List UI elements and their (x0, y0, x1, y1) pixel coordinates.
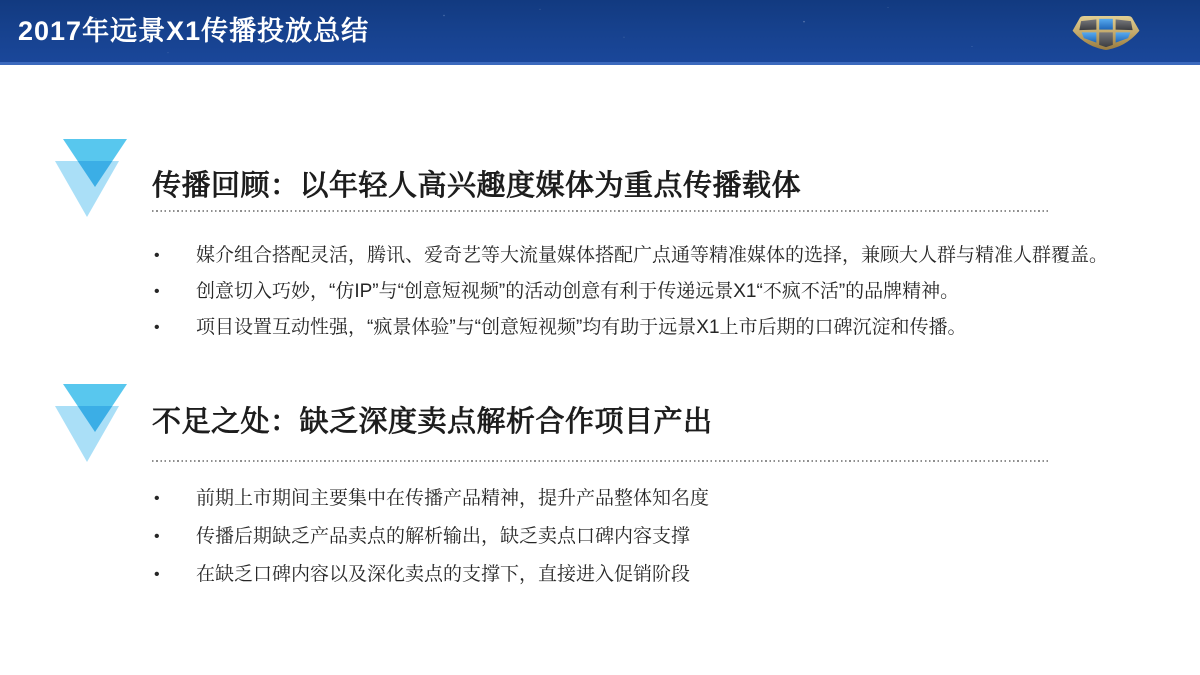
bullet-list (152, 244, 1152, 352)
bullet-text: 前期上市期间主要集中在传播产品精神，提升产品整体知名度 (196, 488, 710, 509)
double-triangle-icon (52, 381, 132, 465)
list-item (152, 563, 1152, 587)
list-item (152, 316, 1152, 340)
bullet-dot: • (154, 566, 160, 583)
list-item (152, 280, 1152, 304)
dotted-divider (152, 210, 1048, 212)
slide-title: 2017年远景X1传播投放总结 (18, 16, 370, 46)
bullet-list (152, 487, 1152, 601)
double-triangle-icon (52, 136, 132, 220)
section-heading: 传播回顾：以年轻人高兴趣度媒体为重点传播载体 (152, 170, 802, 202)
bullet-text: 在缺乏口碑内容以及深化卖点的支撑下，直接进入促销阶段 (196, 564, 691, 585)
list-item (152, 244, 1152, 268)
bullet-text: 项目设置互动性强，“疯景体验”与“创意短视频”均有助于远景X1上市后期的口碑沉淀和传播。 (196, 317, 967, 338)
bullet-text: 媒介组合搭配灵活，腾讯、爱奇艺等大流量媒体搭配广点通等精准媒体的选择，兼顾大人群与精准人群覆盖。 (196, 245, 1109, 266)
list-item (152, 487, 1152, 511)
list-item (152, 525, 1152, 549)
section-heading: 不足之处：缺乏深度卖点解析合作项目产出 (152, 406, 713, 438)
slide-header (0, 0, 1200, 65)
bullet-text: 传播后期缺乏产品卖点的解析输出，缺乏卖点口碑内容支撑 (196, 526, 691, 547)
bullet-dot: • (154, 283, 160, 300)
bullet-dot: • (154, 247, 160, 264)
bullet-dot: • (154, 490, 160, 507)
geely-logo-icon (1072, 13, 1140, 53)
bullet-dot: • (154, 528, 160, 545)
bullet-text: 创意切入巧妙，“仿IP”与“创意短视频”的活动创意有利于传递远景X1“不疯不活”的品牌精神。 (196, 281, 960, 302)
bullet-dot: • (154, 319, 160, 336)
dotted-divider (152, 460, 1048, 462)
